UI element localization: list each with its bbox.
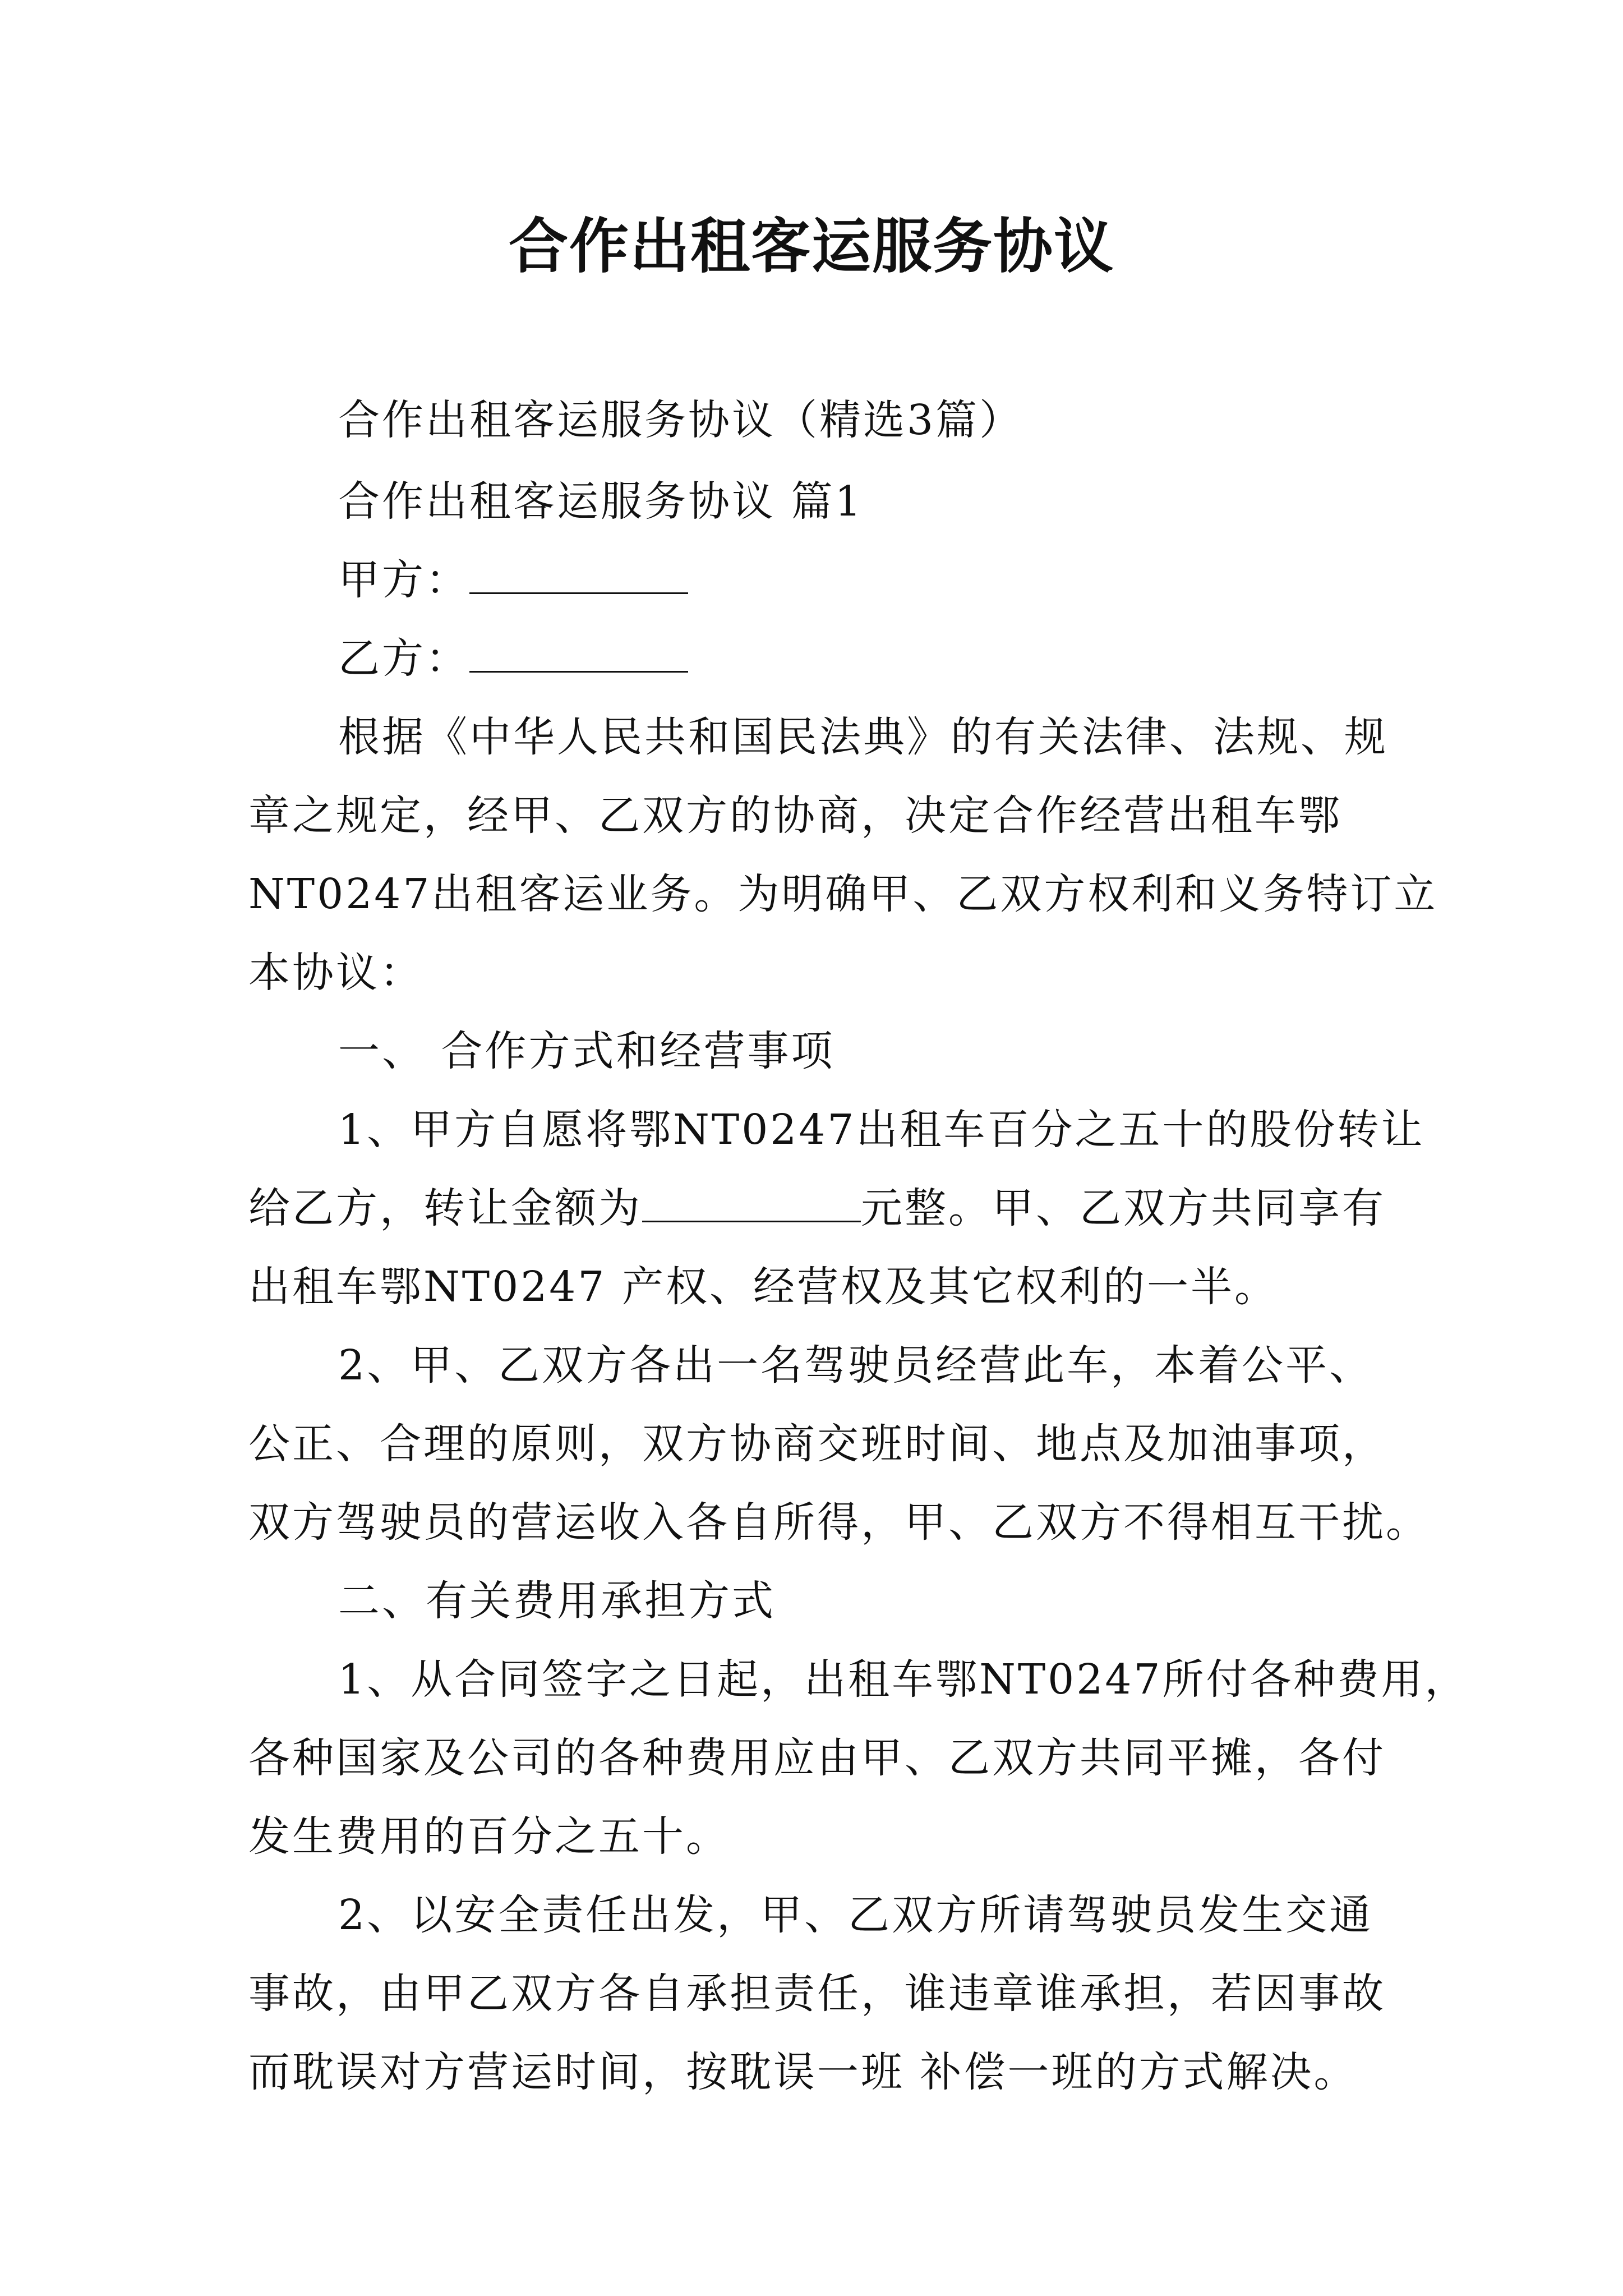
paragraph-line: 公正、合理的原则，双方协商交班时间、地点及加油事项， (248, 1420, 1386, 1468)
section-heading-line: 合作出租客运服务协议 篇1 (338, 477, 864, 526)
paragraph-line: 2、以安全责任出发，甲、乙双方所请驾驶员发生交通 (338, 1891, 1373, 1939)
paragraph-line: 出租车鄂NT0247 产权、经营权及其它权利的一半。 (248, 1263, 1278, 1311)
subtitle-line: 合作出租客运服务协议（精选3篇） (338, 396, 1023, 444)
paragraph-line: 根据《中华人民共和国民法典》的有关法律、法规、规 (338, 713, 1388, 761)
paragraph-line: 事故，由甲乙双方各自承担责任，谁违章谁承担，若因事故 (248, 1970, 1386, 2018)
paragraph-line: NT0247出租客运业务。为明确甲、乙双方权利和义务特订立 (248, 870, 1438, 918)
transfer-amount-suffix: 元整。甲、乙双方共同享有 (861, 1184, 1386, 1232)
section-heading-line: 二、有关费用承担方式 (338, 1577, 776, 1625)
paragraph-line: 本协议： (248, 949, 423, 997)
paragraph-line: 2、甲、乙双方各出一名驾驶员经营此车，本着公平、 (338, 1341, 1373, 1389)
party-b-label: 乙方： (338, 634, 469, 683)
section-heading-line: 一、 合作方式和经营事项 (338, 1027, 835, 1075)
party-a-label: 甲方： (338, 556, 469, 604)
party-a-line (338, 547, 688, 606)
paragraph-line: 发生费用的百分之五十。 (248, 1812, 730, 1861)
transfer-amount-label: 给乙方，转让金额为 (248, 1184, 642, 1232)
party-b-blank (469, 637, 688, 673)
party-a-blank (469, 559, 688, 594)
paragraph-line: 双方驾驶员的营运收入各自所得，甲、乙双方不得相互干扰。 (248, 1498, 1430, 1547)
document-title: 合作出租客运服务协议 (509, 211, 1114, 281)
paragraph-line (248, 1175, 1386, 1235)
paragraph-line: 1、从合同签字之日起，出租车鄂NT0247所付各种费用， (338, 1655, 1469, 1704)
paragraph-line: 章之规定，经甲、乙双方的协商，决定合作经营出租车鄂 (248, 792, 1342, 840)
transfer-amount-blank (642, 1187, 861, 1222)
paragraph-line: 而耽误对方营运时间，按耽误一班 补偿一班的方式解决。 (248, 2048, 1358, 2096)
party-b-line (338, 625, 688, 685)
paragraph-line: 各种国家及公司的各种费用应由甲、乙双方共同平摊，各付 (248, 1734, 1386, 1782)
paragraph-line: 1、甲方自愿将鄂NT0247出租车百分之五十的股份转让 (338, 1106, 1425, 1154)
